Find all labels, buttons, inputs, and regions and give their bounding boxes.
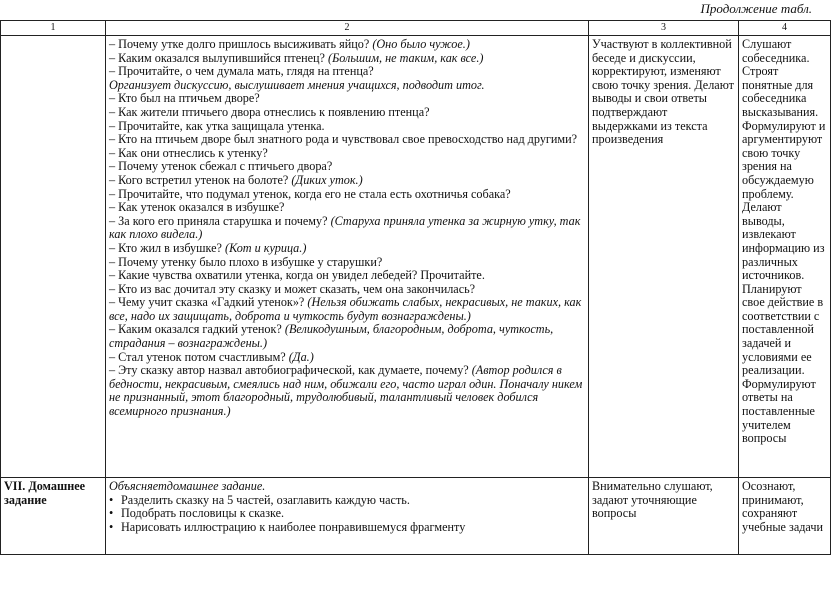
answer-text: (Диких уток.) [291, 172, 363, 187]
stage-cell [1, 36, 106, 478]
table-row [1, 478, 831, 555]
question-text: – Каким оказался вылупившийся птенец? [109, 50, 329, 65]
question-line [109, 201, 585, 215]
question-text: – Каким оказался гадкий утенок? [109, 322, 285, 337]
question-line [109, 269, 585, 283]
answer-text: (Большим, не таким, как все.) [328, 50, 484, 65]
students-activity-cell: Участвуют в коллективной беседе и дискуссии, корректируют, изменяют свою точку зрения. Делают выводы и свои ответы подтверждают выдержками из текста произведения [589, 36, 739, 478]
question-line [109, 79, 585, 93]
answer-text: (Оно было чужое.) [372, 37, 470, 51]
column-number: 4 [739, 21, 831, 36]
question-text: – Кто из вас дочитал эту сказку и может сказать, чем она закончилась? [109, 281, 476, 296]
question-text: – Кто был на птичьем дворе? [109, 91, 260, 106]
column-number: 3 [589, 21, 739, 36]
question-line [109, 256, 585, 270]
uud-cell: Слушают собеседника. Строят понятные для собеседника высказывания. Формулируют и аргументируют свою точку зрения на обсуждаемую проблему. Делают выводы, извлекают информацию из различных источников. Планируют свое действие в соответствии с поставленной задачей и условиями ее реализации. Формулируют ответы на поставленные учителем вопросы [739, 36, 831, 478]
question-line [109, 92, 585, 106]
column-number-row [1, 21, 831, 36]
question-line [109, 323, 585, 350]
question-line [109, 215, 585, 242]
question-line [109, 106, 585, 120]
question-line [109, 52, 585, 66]
question-line [109, 283, 585, 297]
answer-text: (Старуха приняла утенка за жирную утку, так как плохо видела.) [109, 213, 581, 242]
table-continuation-caption: Продолжение табл. [700, 1, 812, 16]
question-line [109, 364, 585, 418]
question-text: – Почему утенку было плохо в избушке у старушки? [109, 254, 383, 269]
question-text: – Почему утке долго пришлось высиживать яйцо? [109, 37, 373, 51]
homework-intro: Объясняетдомашнее задание. [109, 479, 266, 493]
column-number: 2 [106, 21, 589, 36]
column-number: 1 [1, 21, 106, 36]
teacher-activity-cell [106, 478, 589, 555]
question-line [109, 242, 585, 256]
table-row [1, 36, 831, 478]
stage-cell: VII. Домашнее задание [1, 478, 106, 555]
question-text: – Стал утенок потом счастливым? [109, 349, 289, 364]
question-text: – Прочитайте, что подумал утенок, когда его не стала есть охотничья собака? [109, 186, 511, 201]
question-text: – Кто жил в избушке? [109, 240, 226, 255]
question-line [109, 351, 585, 365]
question-line [109, 296, 585, 323]
question-text: – Кто на птичьем дворе был знатного рода и чувствовал свое превосходство над другими? [109, 132, 578, 147]
question-text: – Почему утенок сбежал с птичьего двора? [109, 159, 333, 174]
question-text: – Прочитайте, о чем думала мать, глядя на птенца? [109, 64, 374, 79]
answer-text: (Автор родился в бедности, некрасивым, смеялись над ним, обижали его, часто играл один. Поначалу никем не признанный, этот благородный, трудолюбивый, талантливый человек добился всемирного признания.) [109, 363, 583, 419]
question-line [109, 160, 585, 174]
question-line [109, 174, 585, 188]
question-line [109, 133, 585, 147]
question-text: – Прочитайте, как утка защищала утенка. [109, 118, 325, 133]
question-line [109, 38, 585, 52]
lesson-plan-table [0, 20, 831, 555]
question-text: – Как они отнеслись к утенку? [109, 145, 268, 160]
question-text: – Как утенок оказался в избушке? [109, 200, 285, 215]
question-line [109, 120, 585, 134]
question-line [109, 147, 585, 161]
question-text: – Эту сказку автор назвал автобиографической, как думаете, почему? [109, 363, 472, 378]
question-text: – Кого встретил утенок на болоте? [109, 172, 292, 187]
teacher-activity-cell [106, 36, 589, 478]
question-text: – Какие чувства охватили утенка, когда он увидел лебедей? Прочитайте. [109, 268, 485, 283]
question-text: – За кого его приняла старушка и почему? [109, 213, 331, 228]
answer-text: Организует дискуссию, выслушивает мнения учащихся, подводит итог. [109, 77, 485, 92]
answer-text: (Кот и курица.) [225, 240, 307, 255]
homework-item: • Подобрать пословицы к сказке. [109, 507, 585, 521]
answer-text: (Да.) [288, 349, 314, 364]
uud-cell: Осознают, принимают, сохраняют учебные задачи [739, 478, 831, 555]
answer-text: (Великодушным, благородным, доброта, чуткость, страдания – вознаграждены.) [109, 322, 554, 351]
question-text: – Как жители птичьего двора отнеслись к появлению птенца? [109, 104, 430, 119]
question-text: – Чему учит сказка «Гадкий утенок»? [109, 295, 308, 310]
answer-text: (Нельзя обижать слабых, некрасивых, не таких, как все, надо их защищать, доброта и чуткость будут вознаграждены.) [109, 295, 582, 323]
question-line [109, 65, 585, 79]
homework-item: • Нарисовать иллюстрацию к наиболее понравившемуся фрагменту [109, 521, 585, 535]
homework-item: • Разделить сказку на 5 частей, озаглавить каждую часть. [109, 494, 585, 508]
question-line [109, 188, 585, 202]
students-activity-cell: Внимательно слушают, задают уточняющие вопросы [589, 478, 739, 555]
